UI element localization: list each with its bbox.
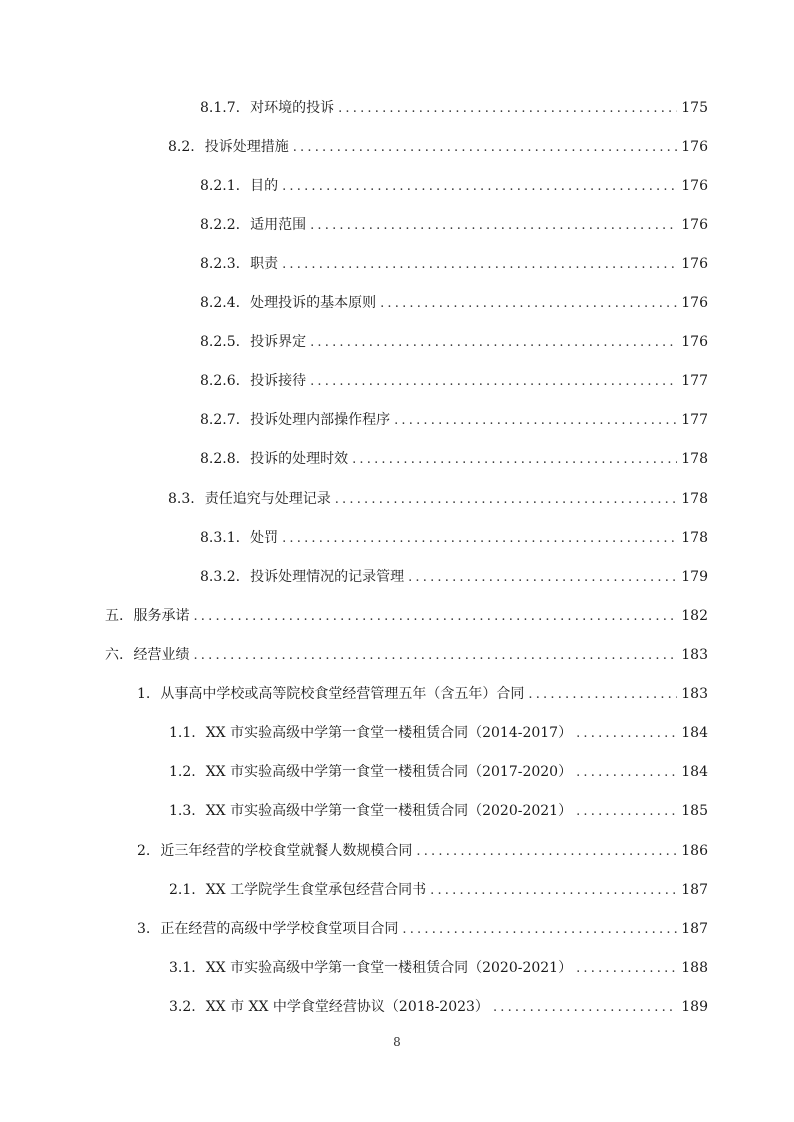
toc-number: 8.3.1. (200, 530, 241, 546)
toc-title: XX 工学院学生食堂承包经营合同书 (205, 882, 427, 898)
toc-entry[interactable] (169, 723, 708, 744)
toc-number: 五. (105, 608, 124, 624)
dot-leader (310, 216, 677, 236)
dot-leader (576, 802, 677, 822)
toc-title: 近三年经营的学校食堂就餐人数规模合同 (160, 843, 413, 859)
page-number: 8 (393, 1035, 401, 1049)
toc-page: 182 (681, 608, 708, 624)
toc-number: 8.2.1. (200, 178, 241, 194)
toc-entry[interactable] (168, 489, 708, 510)
toc-title: XX 市实验高级中学第一食堂一楼租赁合同（2020-2021） (205, 803, 573, 819)
toc-title: 责任追究与处理记录 (204, 491, 331, 507)
toc-title: 服务承诺 (133, 608, 190, 624)
toc-page: 177 (681, 412, 708, 428)
dot-leader (282, 255, 677, 275)
toc-title: 投诉处理内部操作程序 (250, 412, 391, 428)
toc-page: 183 (681, 647, 708, 663)
toc-number: 8.2.7. (200, 412, 241, 428)
toc-page: 179 (681, 569, 708, 585)
toc-title: 对环境的投诉 (250, 100, 335, 116)
toc-entry[interactable] (169, 880, 708, 901)
toc-entry[interactable] (200, 176, 708, 197)
dot-leader (335, 490, 678, 510)
toc-entry[interactable] (105, 645, 708, 666)
toc-entry[interactable] (137, 684, 708, 705)
toc-number: 1.2. (169, 764, 196, 780)
toc-entry[interactable] (200, 371, 708, 392)
toc-title: 处理投诉的基本原则 (250, 295, 377, 311)
dot-leader (408, 568, 677, 588)
toc-title: 投诉接待 (250, 373, 307, 389)
toc-entry[interactable] (200, 293, 708, 314)
dot-leader (338, 99, 677, 119)
toc-number: 3. (137, 921, 151, 937)
toc-entry[interactable] (200, 254, 708, 275)
toc-title: 目的 (250, 178, 279, 194)
toc-entry[interactable] (169, 997, 708, 1018)
toc-page: 176 (681, 256, 708, 272)
toc-entry[interactable] (169, 958, 708, 979)
toc-entry[interactable] (168, 137, 708, 158)
toc-title: 从事高中学校或高等院校食堂经营管理五年（含五年）合同 (160, 686, 525, 702)
toc-title: 投诉处理措施 (204, 139, 289, 155)
toc-number: 8.2.5. (200, 334, 241, 350)
dot-leader (310, 333, 677, 353)
toc-page: 188 (681, 960, 708, 976)
toc-page: 176 (681, 295, 708, 311)
dot-leader (528, 685, 677, 705)
dot-leader (493, 998, 677, 1018)
toc-title: 适用范围 (250, 217, 307, 233)
dot-leader (282, 177, 677, 197)
toc-entry[interactable] (200, 567, 708, 588)
toc-entry[interactable] (200, 449, 708, 470)
toc-number: 8.2. (168, 139, 195, 155)
toc-number: 1.3. (169, 803, 196, 819)
toc-entry[interactable] (169, 762, 708, 783)
toc-number: 8.2.3. (200, 256, 241, 272)
toc-title: XX 市实验高级中学第一食堂一楼租赁合同（2020-2021） (205, 960, 573, 976)
toc-page: 175 (681, 100, 708, 116)
toc-entry[interactable] (169, 801, 708, 822)
dot-leader (576, 763, 677, 783)
toc-title: XX 市实验高级中学第一食堂一楼租赁合同（2014-2017） (205, 725, 573, 741)
toc-page: 178 (681, 491, 708, 507)
toc-page: 184 (681, 725, 708, 741)
toc-number: 8.3. (168, 491, 195, 507)
toc-number: 8.2.2. (200, 217, 241, 233)
toc-page: 177 (681, 373, 708, 389)
toc-entry[interactable] (200, 332, 708, 353)
toc-title: 投诉处理情况的记录管理 (250, 569, 405, 585)
toc-number: 2.1. (169, 882, 196, 898)
toc-number: 3.2. (169, 999, 196, 1015)
toc-number: 8.2.8. (200, 451, 241, 467)
dot-leader (193, 607, 677, 627)
toc-page: 183 (681, 686, 708, 702)
toc-entry[interactable] (200, 528, 708, 549)
toc-title: 处罚 (250, 530, 279, 546)
dot-leader (282, 529, 677, 549)
toc-number: 8.3.2. (200, 569, 241, 585)
toc-page: 178 (681, 451, 708, 467)
toc-page: 187 (681, 882, 708, 898)
dot-leader (293, 138, 678, 158)
toc-page: 186 (681, 843, 708, 859)
dot-leader (402, 920, 677, 940)
dot-leader (576, 959, 677, 979)
toc-entry[interactable] (200, 98, 708, 119)
toc-title: 正在经营的高级中学学校食堂项目合同 (160, 921, 399, 937)
toc-entry[interactable] (200, 410, 708, 431)
toc-number: 六. (105, 647, 124, 663)
dot-leader (576, 724, 677, 744)
toc-number: 8.2.4. (200, 295, 241, 311)
toc-entry[interactable] (105, 606, 708, 627)
toc-number: 8.2.6. (200, 373, 241, 389)
dot-leader (310, 372, 677, 392)
dot-leader (416, 842, 677, 862)
toc-number: 8.1.7. (200, 100, 241, 116)
toc-entry[interactable] (200, 215, 708, 236)
toc-title: 职责 (250, 256, 279, 272)
toc-title: 经营业绩 (133, 647, 190, 663)
dot-leader (430, 881, 677, 901)
toc-title: 投诉的处理时效 (250, 451, 349, 467)
dot-leader (380, 294, 677, 314)
toc-page: 176 (681, 178, 708, 194)
dot-leader (193, 646, 677, 666)
toc-entry[interactable] (137, 919, 708, 940)
toc-page: 185 (681, 803, 708, 819)
toc-page: 176 (681, 139, 708, 155)
toc-number: 3.1. (169, 960, 196, 976)
toc-page: 176 (681, 334, 708, 350)
toc-page: 184 (681, 764, 708, 780)
toc-title: 投诉界定 (250, 334, 307, 350)
dot-leader (394, 411, 677, 431)
toc-title: XX 市实验高级中学第一食堂一楼租赁合同（2017-2020） (205, 764, 573, 780)
toc-number: 2. (137, 843, 151, 859)
dot-leader (352, 450, 677, 470)
toc-number: 1. (137, 686, 151, 702)
toc-title: XX 市 XX 中学食堂经营协议（2018-2023） (205, 999, 489, 1015)
toc-page: 187 (681, 921, 708, 937)
toc-page: 176 (681, 217, 708, 233)
toc-page: 178 (681, 530, 708, 546)
toc-entry[interactable] (137, 841, 708, 862)
toc-page: 189 (681, 999, 708, 1015)
toc-number: 1.1. (169, 725, 196, 741)
